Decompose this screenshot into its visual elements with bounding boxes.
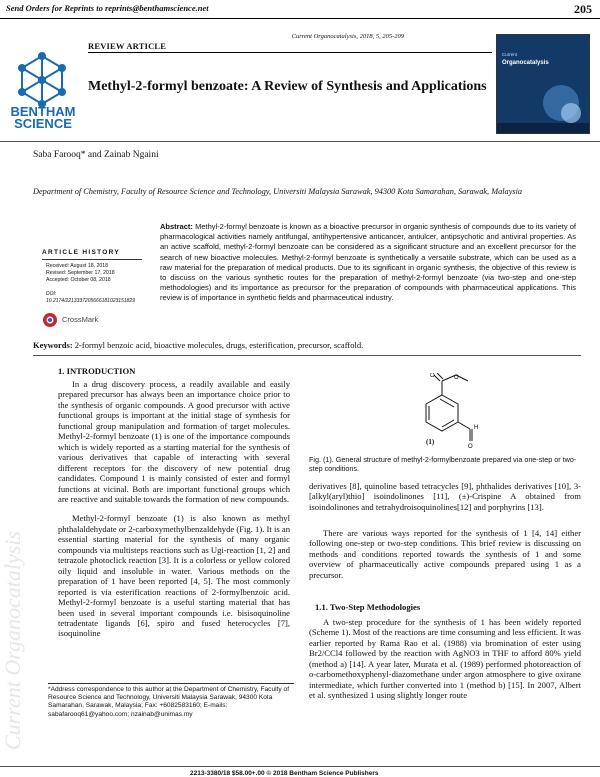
cover-subtitle: Current <box>502 52 518 57</box>
section-label: REVIEW ARTICLE <box>88 41 167 51</box>
intro-paragraph-2: Methyl-2-formyl benzoate (1) is also known as methyl phthalaldehydate or 2-carboxymethylbenzaldehyde (Fig. 1). It is an essential starting material for the synthesis of many organic compounds via multisteps reactions such as Ugi-reaction [1, 2] and tetrazole photoclick reaction [3]. It is a colorless or yellow colored oily liquid and insoluble in water. Various methods on the preparation of 1 have been reported [4, 5]. The most commonly reported is via esterification reactions of 2-formylbenzoic acid. Methyl-2-formyl benzoate is a useful starting material that has been used in several important compounds i.e. bisisoquinoline tetradentate ligands [6], spiro and fused heterocycles [7], isoquinoline <box>58 513 290 639</box>
keywords-rule <box>33 355 581 356</box>
cover-title: Organocatalysis <box>502 60 549 66</box>
svg-text:O: O <box>430 373 435 379</box>
article-history <box>46 263 115 284</box>
page-number: 205 <box>574 2 592 16</box>
affiliation: Department of Chemistry, Faculty of Resource Science and Technology, Universiti Malaysia Sarawak, 94300 Kota Samarahan, Sarawak, Malaysia <box>33 187 523 196</box>
accepted-date: Accepted: October 08, 2018 <box>46 277 111 283</box>
journal-watermark <box>0 380 28 760</box>
doi-label: DOI: <box>46 291 57 297</box>
col2-paragraph-2: There are various ways reported for the synthesis of 1 [4, 14] either following one-step or two-step conditions. This brief review is discussing on methods and conditions reported towards the synthesis of 1 and some overview of pharmaceutically active compounds prepared using 1 as a precursor. <box>309 528 581 580</box>
abstract-label: Abstract: <box>160 222 193 231</box>
history-rule <box>42 259 142 260</box>
revised-date: Revised: September 17, 2018 <box>46 270 115 276</box>
publisher-line: 2213-3380/18 $58.00+.00 © 2018 Bentham Science Publishers <box>190 770 379 777</box>
logo-line2: SCIENCE <box>14 116 72 131</box>
col2-paragraph-1: derivatives [8], quinoline based tetracycles [9], phthalides derivatives [10], 3-[alkyl(aryl)thio] isoindolinones [11], (±)-Crispine A obtained from isoindolinones and tetrahydroisoquinolines[12] and porphyrins [13]. <box>309 481 581 512</box>
logo-line1: BENTHAM <box>10 104 76 119</box>
keywords-text: 2-formyl benzoic acid, bioactive molecules, drugs, esterification, precursor, scaffold. <box>74 340 364 350</box>
intro-body <box>58 379 290 639</box>
keywords <box>33 340 363 350</box>
watermark-text: Current Organocatalysis <box>0 531 25 750</box>
figure-label: (1) <box>426 438 435 446</box>
doi <box>46 291 135 304</box>
correspondence-footnote: *Address correspondence to this author at the Department of Chemistry, Faculty of Resource Science and Technology, Universiti Malaysia Sarawak, 94300 Kota Samarahan, Sarawak, Malaysia; Fax: +6082583160; E-mails: sabafarooq61@yahoo.com; nzainab@unimas.my <box>48 686 290 718</box>
crossmark-label: CrossMark <box>62 315 99 324</box>
intro-paragraph-1: In a drug discovery process, a readily available and easily prepared precursor has always been an importance choice prior to the synthesis of organic compounds. A good precursor with active functional groups is important at the initial stage of synthesis for functional group manipulation and formation of target molecules. Methyl-2-formyl benzoate (1) is one of the importance compounds which is widely reported as a starting material for the synthesis of various derivatives that capable of interacting with several different receptors for the discovery of new potential drug candidates. Compound 1 is mainly consisted of ester and formyl functions at vicinal. Both are important functional groups which are reactive and suitable towards the formation of new compounds. <box>58 379 290 504</box>
abstract <box>160 222 576 304</box>
keywords-label: Keywords: <box>33 340 73 350</box>
logo-text <box>8 106 78 130</box>
cover-graphic-icon <box>497 35 589 133</box>
subsection-heading: 1.1. Two-Step Methodologies <box>315 602 421 612</box>
crossmark-badge[interactable] <box>40 312 112 330</box>
article-title: Methyl-2-formyl benzoate: A Review of Synthesis and Applications <box>88 79 487 94</box>
authors: Saba Farooq* and Zainab Ngaini <box>33 150 159 160</box>
history-heading: ARTICLE HISTORY <box>42 249 121 256</box>
journal-cover <box>496 34 590 134</box>
svg-text:O: O <box>454 375 459 381</box>
journal-citation: Current Organocatalysis, 2018, 5, 205-209 <box>291 33 404 40</box>
intro-heading: 1. INTRODUCTION <box>58 366 136 376</box>
svg-text:O: O <box>468 444 473 450</box>
abstract-text: Methyl-2-formyl benzoate is known as a bioactive precursor in organic synthesis of compounds due to its variety of pharmacological activities namely antifungal, antihypertensive anticancer, antiulcer, antipsychotic and antiviral properties. As an active scaffold, methyl-2-formyl benzoate can be considered as a significant structure and an excellent precursor for the search of new bioactive molecules. Methyl-2-formyl benzoate is synthetically a versatile substrate, which can be used as a raw material for the preparation of medical products. Due to its significant in organic synthesis, the objective of this review is to discuss on the various synthetic routes for the preparation of methyl-2-formyl benzoate (via two-step and one-step methodologies) and its importance as precursor for the preparation of compounds with pharmaceutical applications. This review is of importance in synthetic fields and pharmaceutical industry. <box>160 222 576 303</box>
col2-paragraph-3: A two-step procedure for the synthesis of 1 has been widely reported (Scheme 1). Most of the reactions are time consuming and less efficient. It was earlier reported by Rama Rao et al. (1988) via bromination of ester using Br2/CCl4 followed by the reaction with AgNO3 in THF to afford 80% yield (method a) [14]. A year later, Murata et al. (1989) performed photoreaction of o-carbomethoxyphenyl-diazomethane under argon atmosphere to give oxirane intermediate, which further converted into 1 (method b) [15]. In 2007, Albert et al. synthesized 1 using slightly longer route <box>309 617 581 701</box>
footnote-rule <box>48 683 294 684</box>
svg-text:H: H <box>474 425 479 431</box>
bottom-rule <box>0 766 600 767</box>
doi-value[interactable]: 10.2174/2213337205666181023151829 <box>46 297 135 304</box>
header-rule <box>0 141 600 142</box>
top-rule <box>0 18 600 19</box>
methyl-2-formylbenzoate-structure-icon <box>412 373 492 453</box>
section-rule <box>88 52 492 53</box>
reprints-notice: Send Orders for Reprints to reprints@benthamscience.net <box>6 3 209 13</box>
received-date: Received: August 18, 2018 <box>46 263 109 269</box>
crossmark-icon <box>42 312 58 328</box>
figure-caption: Fig. (1). General structure of methyl-2-formylbenzoate prepared via one-step or two-step conditions. <box>309 455 577 474</box>
